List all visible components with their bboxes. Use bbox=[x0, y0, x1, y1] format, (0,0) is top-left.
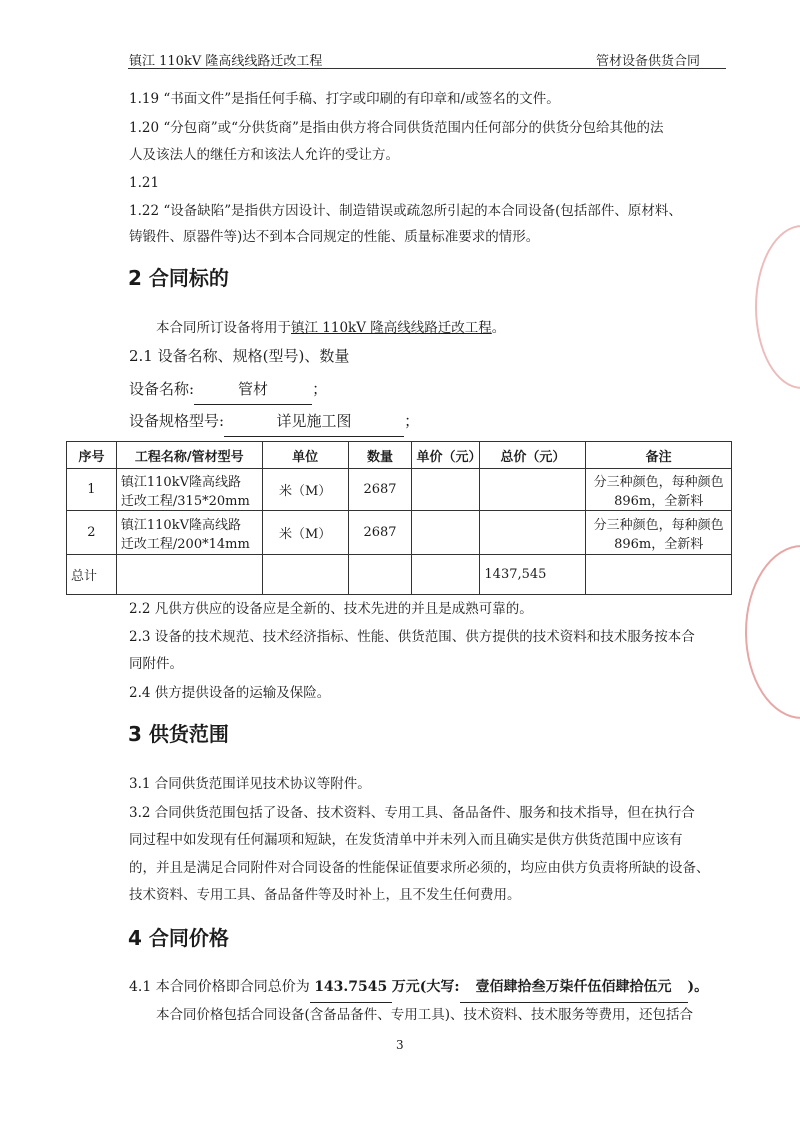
cell-name-line1: 镇江110kV隆高线路 bbox=[120, 517, 241, 533]
cell-note-line2: 896m，全新料 bbox=[614, 536, 704, 552]
col-header-price: 单价（元） bbox=[412, 442, 480, 469]
cell-no: 1 bbox=[67, 469, 117, 511]
cell-unit: 米（M） bbox=[262, 511, 348, 555]
definition-1-20-line1: 1.20 “分包商”或“分供货商”是指由供方将合同供货范围内任何部分的供货分包给其他的法 bbox=[129, 120, 664, 136]
equipment-name-line bbox=[129, 375, 327, 405]
cell-total bbox=[480, 511, 586, 555]
header-document-title: 管材设备供货合同 bbox=[596, 54, 701, 69]
section-4-heading: 4 合同价格 bbox=[128, 926, 229, 950]
cell-total bbox=[480, 469, 586, 511]
cell-note bbox=[586, 511, 732, 555]
cell-note-line2: 896m，全新料 bbox=[614, 493, 704, 509]
section-3-2-line4: 技术资料、专用工具、备品备件等及时补上，且不发生任何费用。 bbox=[129, 887, 521, 903]
section-2-2: 2.2 凡供方供应的设备应是全新的、技术先进的并且是成熟可靠的。 bbox=[129, 601, 533, 617]
cell-name-line2: 迁改工程/315*20mm bbox=[120, 493, 250, 509]
cell-empty bbox=[262, 555, 348, 595]
definition-1-22-line1: 1.22 “设备缺陷”是指供方因设计、制造错误或疏忽所引起的本合同设备(包括部件、原材料、 bbox=[129, 203, 682, 219]
cell-qty: 2687 bbox=[348, 469, 412, 511]
cell-empty bbox=[412, 555, 480, 595]
section-3-2-line1: 3.2 合同供货范围包括了设备、技术资料、专用工具、备品备件、服务和技术指导，但在执行合 bbox=[129, 805, 695, 821]
equipment-table bbox=[66, 441, 732, 595]
cell-price bbox=[412, 469, 480, 511]
cell-qty: 2687 bbox=[348, 511, 412, 555]
equipment-name-label: 设备名称: bbox=[129, 380, 195, 398]
cell-empty bbox=[116, 555, 262, 595]
equipment-model-end: ； bbox=[404, 412, 420, 430]
definition-1-19: 1.19 “书面文件”是指任何手稿、打字或印刷的有印章和/或签名的文件。 bbox=[129, 91, 560, 107]
price-end: )。 bbox=[687, 979, 709, 995]
table-total-row bbox=[67, 555, 732, 595]
definition-1-20-line2: 人及该法人的继任方和该法人允许的受让方。 bbox=[129, 147, 399, 163]
col-header-no: 序号 bbox=[67, 442, 117, 469]
section-2-3-line2: 同附件。 bbox=[129, 656, 183, 672]
cell-note-line1: 分三种颜色，每种颜色 bbox=[593, 474, 724, 490]
section-4-1-line2: 本合同价格包括合同设备(含备品备件、专用工具)、技术资料、技术服务等费用，还包括合 bbox=[156, 1007, 694, 1023]
cell-empty bbox=[586, 555, 732, 595]
cell-name-line2: 迁改工程/200*14mm bbox=[120, 536, 250, 552]
section-2-4: 2.4 供方提供设备的运输及保险。 bbox=[129, 685, 331, 701]
page-number: 3 bbox=[396, 1038, 404, 1052]
section-2-heading: 2 合同标的 bbox=[128, 266, 229, 290]
price-prefix: 4.1 本合同价格即合同总价为 bbox=[129, 979, 310, 995]
cell-name bbox=[116, 511, 262, 555]
cell-name bbox=[116, 469, 262, 511]
col-header-note: 备注 bbox=[586, 442, 732, 469]
equipment-name-value: 管材 bbox=[194, 375, 312, 405]
contract-amount-words: 壹佰肆拾叁万柒仟伍佰肆拾伍元 bbox=[460, 973, 688, 1003]
section-4-1-line1 bbox=[129, 973, 708, 1003]
cell-name-line1: 镇江110kV隆高线路 bbox=[120, 474, 241, 490]
price-mid: 万元(大写: bbox=[391, 979, 460, 995]
equipment-model-label: 设备规格型号: bbox=[129, 412, 225, 430]
intro-suffix: 。 bbox=[491, 320, 506, 336]
definition-1-21: 1.21 bbox=[129, 175, 160, 191]
cell-total-label: 总计 bbox=[67, 555, 117, 595]
definition-1-22-line2: 铸锻件、原器件等)达不到本合同规定的性能、质量标准要求的情形。 bbox=[129, 229, 540, 245]
table-row bbox=[67, 511, 732, 555]
equipment-model-value: 详见施工图 bbox=[224, 407, 404, 437]
contract-amount: 143.7545 bbox=[310, 973, 392, 1003]
section-3-1: 3.1 合同供货范围详见技术协议等附件。 bbox=[129, 776, 371, 792]
section-3-heading: 3 供货范围 bbox=[128, 722, 229, 746]
seal-stamp-top bbox=[755, 225, 800, 389]
section-2-3-line1: 2.3 设备的技术规范、技术经济指标、性能、供货范围、供方提供的技术资料和技术服务按本合 bbox=[129, 629, 695, 645]
table-header-row bbox=[67, 442, 732, 469]
col-header-total: 总价（元） bbox=[480, 442, 586, 469]
equipment-name-end: ； bbox=[312, 380, 328, 398]
seal-stamp-bottom bbox=[745, 545, 800, 719]
section-2-1: 2.1 设备名称、规格(型号)、数量 bbox=[129, 347, 350, 365]
section-3-2-line2: 同过程中如发现有任何漏项和短缺，在发货清单中并未列入而且确实是供方供货范围中应该有 bbox=[129, 832, 683, 848]
col-header-unit: 单位 bbox=[262, 442, 348, 469]
cell-price bbox=[412, 511, 480, 555]
section-2-intro bbox=[156, 314, 505, 343]
header-divider bbox=[128, 68, 726, 69]
cell-unit: 米（M） bbox=[262, 469, 348, 511]
intro-project-name: 镇江 110kV 隆高线线路迁改工程 bbox=[291, 320, 492, 336]
cell-no: 2 bbox=[67, 511, 117, 555]
table-row bbox=[67, 469, 732, 511]
col-header-name: 工程名称/管材型号 bbox=[116, 442, 262, 469]
cell-grand-total: 1437,545 bbox=[480, 555, 586, 595]
header-project-title: 镇江 110kV 隆高线线路迁改工程 bbox=[129, 54, 323, 69]
col-header-qty: 数量 bbox=[348, 442, 412, 469]
cell-empty bbox=[348, 555, 412, 595]
cell-note-line1: 分三种颜色，每种颜色 bbox=[593, 517, 724, 533]
section-3-2-line3: 的，并且是满足合同附件对合同设备的性能保证值要求所必须的，均应由供方负责将所缺的设备、 bbox=[129, 860, 710, 876]
equipment-model-line bbox=[129, 407, 419, 437]
intro-prefix: 本合同所订设备将用于 bbox=[156, 320, 291, 336]
cell-note bbox=[586, 469, 732, 511]
